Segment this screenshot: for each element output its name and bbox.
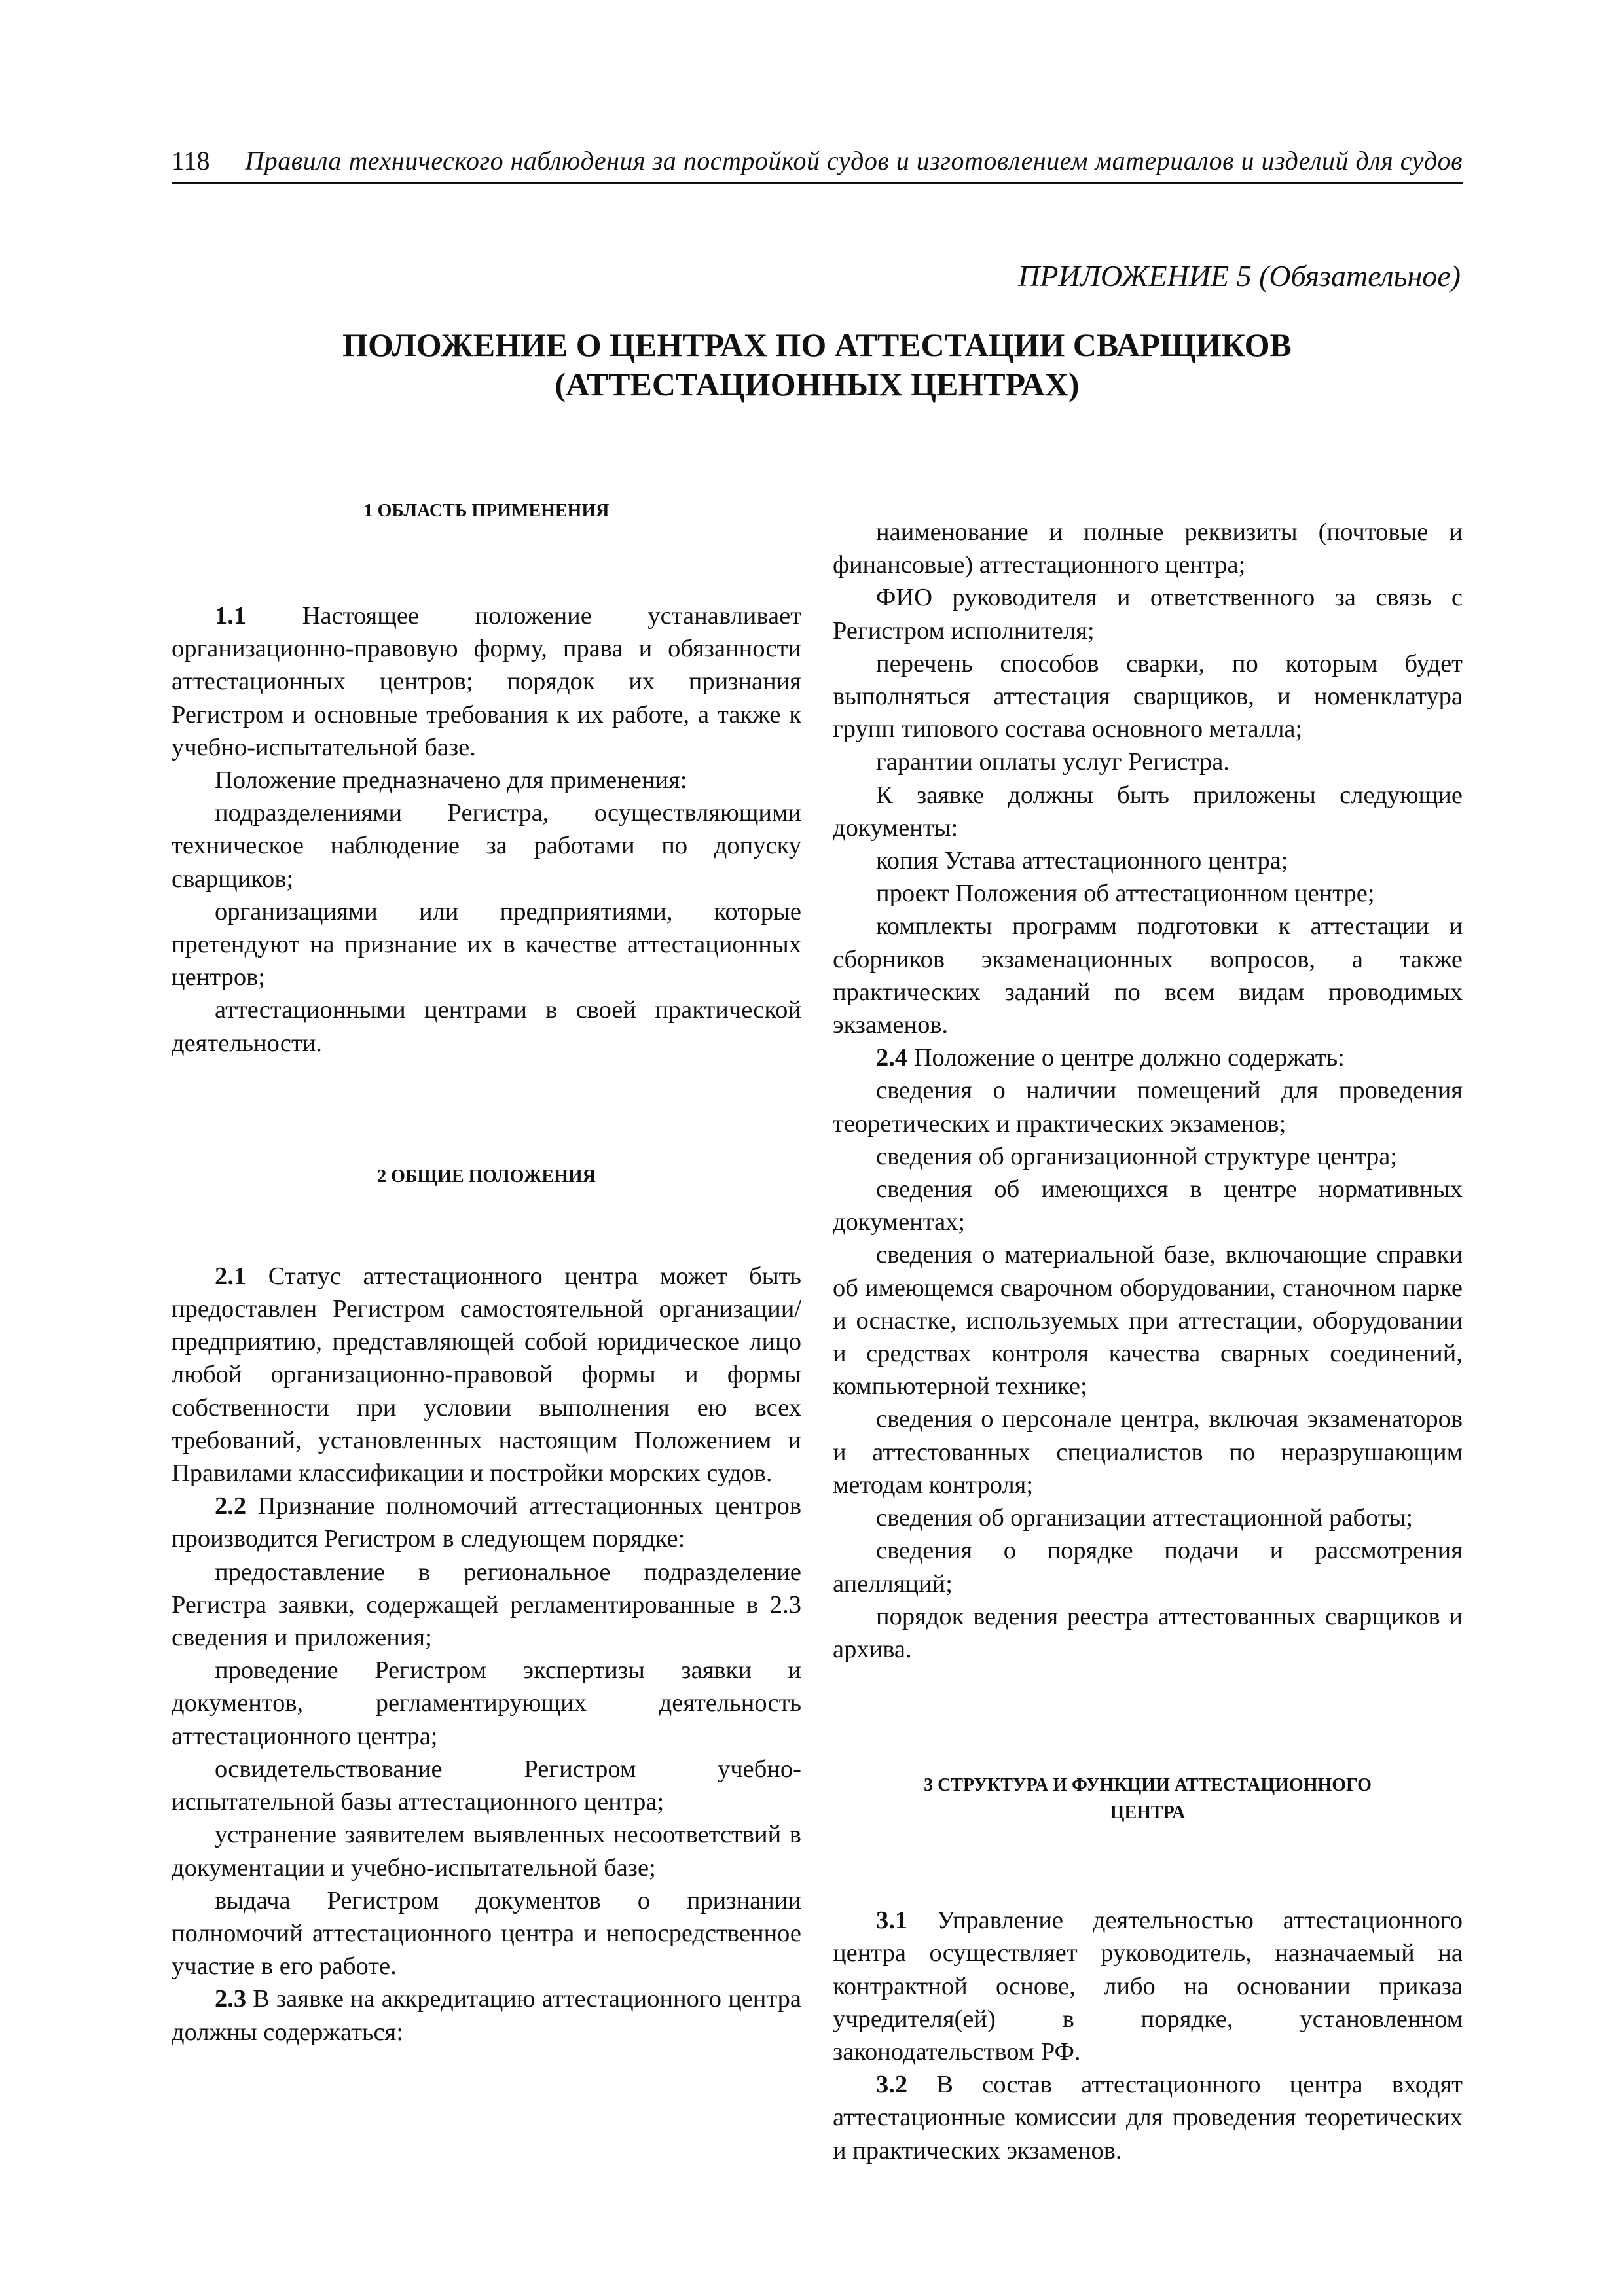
appendix-label: ПРИЛОЖЕНИЕ 5 (Обязательное): [1018, 259, 1461, 293]
clause-number: 2.4: [876, 1044, 908, 1072]
paragraph: сведения о материальной базе, включающие справки об имеющемся сварочном оборудовании, станочном парке и оснастке, используемых при аттестации, оборудовании и средствах контроля качества сварных соединений, компьютерной технике;: [833, 1241, 1463, 1401]
paragraph-3-2: 3.2 В состав аттестационного центра входят аттестационные комиссии для проведения теоретических и практических экзаменов.: [833, 2071, 1463, 2164]
clause-number: 2.1: [215, 1262, 247, 1290]
paragraph-1-1: 1.1 Настоящее положение устанавливает организационно-правовую форму, права и обязанности аттестационных центров; порядок их признания Регистром и основные требования к их работе, а также к учебно-испытательной базе.: [172, 602, 801, 761]
clause-number: 2.3: [215, 1985, 247, 2013]
paragraph: сведения об имеющихся в центре нормативных документах;: [833, 1175, 1463, 1236]
section-3-heading: [833, 1772, 1463, 1827]
running-title: Правила технического наблюдения за постройкой судов и изготовлением материалов и изделий для судов: [245, 146, 1463, 175]
paragraph: Положение предназначено для применения:: [215, 766, 687, 795]
clause-number: 1.1: [215, 602, 247, 630]
page-header: [172, 143, 1463, 184]
page-number: 118: [172, 146, 210, 175]
paragraph: аттестационными центрами в своей практической деятельности.: [172, 996, 801, 1057]
section-1-heading: 1 ОБЛАСТЬ ПРИМЕНЕНИЯ: [363, 501, 610, 521]
paragraph: проект Положения об аттестационном центре;: [876, 880, 1375, 908]
paragraph: гарантии оплаты услуг Регистра.: [876, 748, 1230, 776]
paragraph: сведения об организации аттестационной работы;: [876, 1504, 1413, 1532]
paragraph: наименование и полные реквизиты (почтовые и финансовые) аттестационного центра;: [833, 518, 1463, 579]
clause-number: 3.1: [876, 1907, 908, 1935]
paragraph: сведения о порядке подачи и рассмотрения апелляций;: [833, 1537, 1463, 1598]
paragraph: сведения о персонале центра, включая экзаменаторов и аттестованных специалистов по неразрушающим методам контроля;: [833, 1405, 1463, 1499]
clause-number: 2.2: [215, 1492, 247, 1520]
paragraph: организациями или предприятиями, которые претендуют на признание их в качестве аттестационных центров;: [172, 897, 801, 992]
paragraph-3-1: 3.1 Управление деятельностью аттестационного центра осуществляет руководитель, назначаемый на контрактной основе, либо на основании приказа учредителя(ей) в порядке, установленном законодательством РФ.: [833, 1907, 1463, 2066]
section-3-heading-line-1: 3 СТРУКТУРА И ФУНКЦИИ АТТЕСТАЦИОННОГО: [924, 1775, 1372, 1796]
paragraph: порядок ведения реестра аттестованных сварщиков и архива.: [833, 1602, 1463, 1663]
paragraph: выдача Регистром документов о признании полномочий аттестационного центра и непосредственное участие в его работе.: [172, 1886, 801, 1981]
section-2-heading: 2 ОБЩИЕ ПОЛОЖЕНИЯ: [377, 1166, 596, 1187]
paragraph: перечень способов сварки, по которым будет выполняться аттестация сварщиков, и номенклатура групп типового состава основного металла;: [833, 649, 1463, 744]
paragraph-2-1: 2.1 Статус аттестационного центра может быть предоставлен Регистром самостоятельной организации/предприятию, представляющей собой юридическое лицо любой организационно-правовой формы и формы собственности при условии выполнения ею всех требований, установленных настоящим Положением и Правилами классификации и постройки морских судов.: [172, 1262, 801, 1488]
paragraph: освидетельствование Регистром учебно-испытательной базы аттестационного центра;: [172, 1755, 801, 1816]
paragraph: предоставление в региональное подразделение Регистра заявки, содержащей регламентированные в 2.3 сведения и приложения;: [172, 1558, 801, 1652]
document-title-line-2: (АТТЕСТАЦИОННЫХ ЦЕНТРАХ): [555, 366, 1080, 403]
paragraph-2-4: 2.4 Положение о центре должно содержать:: [876, 1044, 1345, 1072]
left-column: [172, 497, 801, 2049]
paragraph: комплекты программ подготовки к аттестации и сборников экзаменационных вопросов, а также практических заданий по всем видам проводимых экзаменов.: [833, 912, 1463, 1039]
paragraph-2-2: 2.2 Признание полномочий аттестационных центров производится Регистром в следующем порядке:: [172, 1492, 801, 1553]
paragraph: сведения об организационной структуре центра;: [876, 1142, 1398, 1170]
paragraph: подразделениями Регистра, осуществляющими техническое наблюдение за работами по допуску сварщиков;: [172, 799, 801, 893]
paragraph: копия Устава аттестационного центра;: [876, 847, 1288, 875]
paragraph: сведения о наличии помещений для проведения теоретических и практических экзаменов;: [833, 1077, 1463, 1138]
clause-number: 3.2: [876, 2071, 908, 2099]
paragraph-2-3: 2.3 В заявке на аккредитацию аттестационного центра должны содержаться:: [172, 1985, 801, 2046]
paragraph: ФИО руководителя и ответственного за связь с Регистром исполнителя;: [833, 584, 1463, 645]
paragraph: К заявке должны быть приложены следующие документы:: [833, 781, 1463, 842]
section-3-heading-line-2: ЦЕНТРА: [1110, 1803, 1186, 1823]
document-title-line-1: ПОЛОЖЕНИЕ О ЦЕНТРАХ ПО АТТЕСТАЦИИ СВАРЩИКОВ: [342, 327, 1292, 363]
document-title: [172, 325, 1463, 404]
right-column: [833, 516, 1463, 2167]
paragraph: проведение Регистром экспертизы заявки и документов, регламентирующих деятельность аттестационного центра;: [172, 1657, 801, 1750]
paragraph: устранение заявителем выявленных несоответствий в документации и учебно-испытательной базе;: [172, 1821, 801, 1882]
